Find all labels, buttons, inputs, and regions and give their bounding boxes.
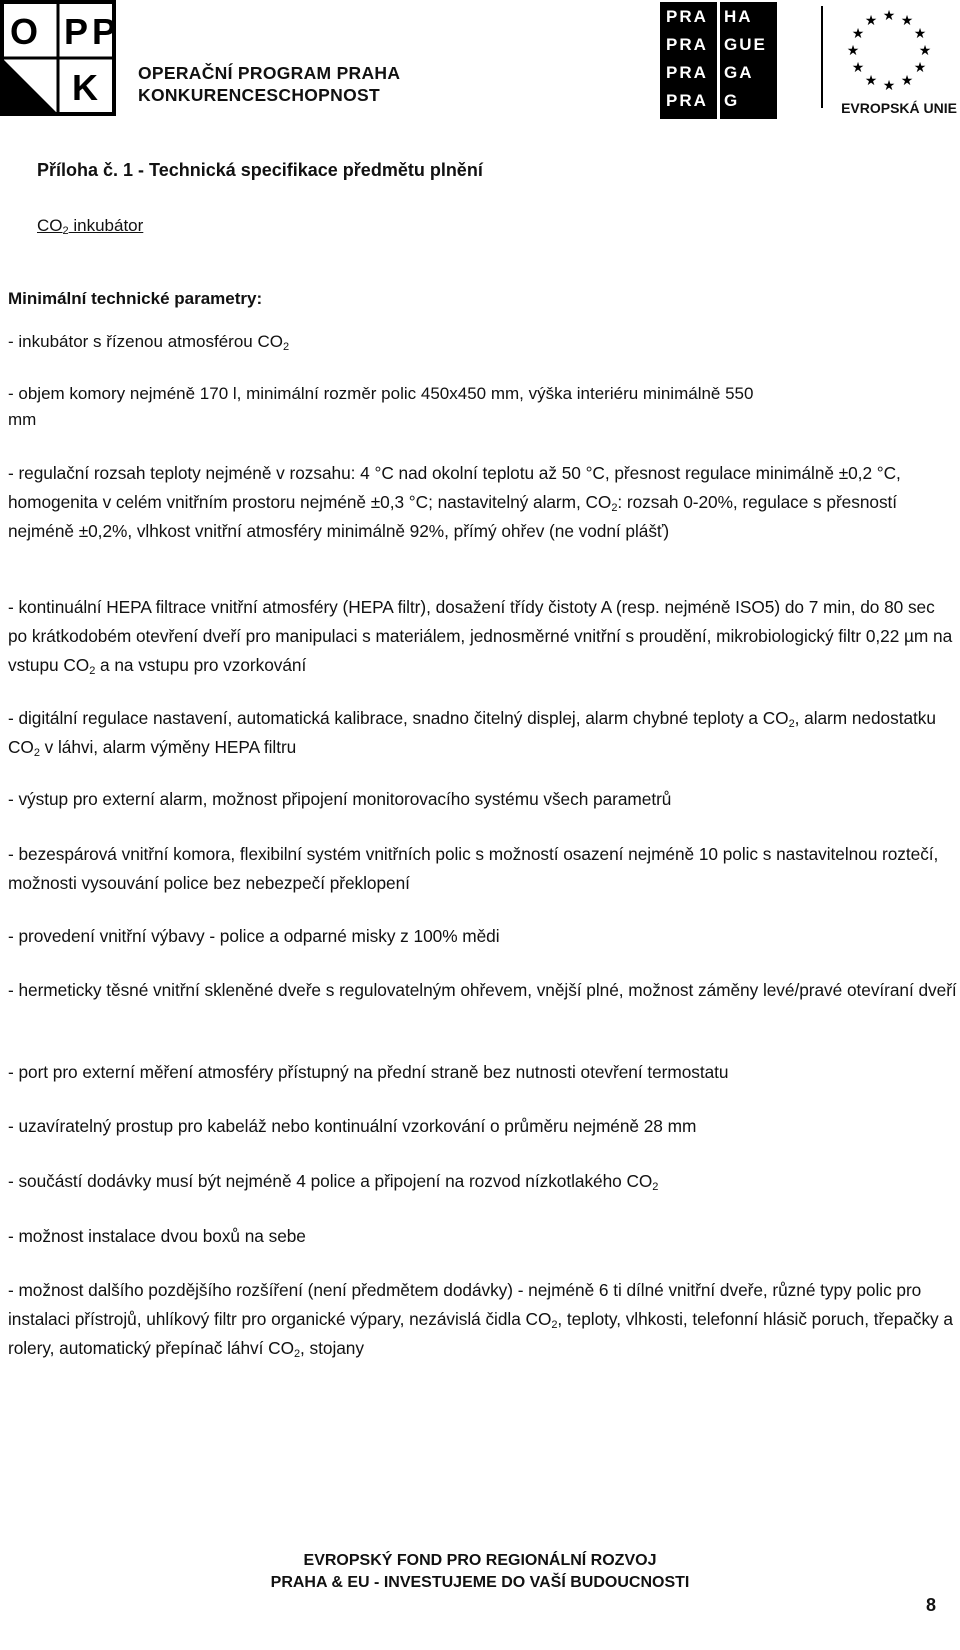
requirement-3-text-a: - regulační rozsah teploty nejméně v rozsahu: 4 °C nad okolní teplotu až 50 °C, přesnost regulace minimálně ±0,2 °C, homogenita v celém vnitřním prostoru nejméně ±0,3 °C; nastavitelný alarm, CO [8, 463, 901, 512]
oppk-program-name [138, 62, 400, 106]
requirement-4-text-a: - kontinuální HEPA filtrace vnitřní atmosféry (HEPA filtr), dosažení třídy čistoty A (resp. nejméně ISO5) do 7 min, do 80 sec po krátkodobém otevření dveří pro manipulaci s materiálem, jednosměrné vnitřní s proudění, mikrobiologický filtr 0,22 µm na vstupu CO [8, 597, 953, 675]
requirement-14-subscript-1: 2 [551, 1319, 558, 1331]
prague-row-3-right: GA [724, 63, 754, 82]
document-title: Příloha č. 1 - Technická specifikace předmětu plnění [37, 160, 483, 180]
requirement-1-text: - inkubátor s řízenou atmosférou CO [8, 332, 283, 351]
requirement-3 [8, 459, 958, 546]
prague-row-2-left: PRA [666, 35, 708, 54]
requirement-2 [8, 381, 958, 433]
svg-text:★: ★ [851, 26, 865, 42]
oppk-letter-k: K [72, 67, 98, 108]
requirement-6: - výstup pro externí alarm, možnost připojení monitorovacího systému všech parametrů [8, 789, 672, 809]
requirement-4-subscript: 2 [89, 665, 96, 677]
footer-line-2: PRAHA & EU - INVESTUJEME DO VAŠÍ BUDOUCNOSTI [270, 1574, 690, 1591]
svg-text:★: ★ [864, 73, 878, 89]
requirement-9: - hermeticky těsné vnitřní skleněné dveře s regulovatelným ohřevem, vnější plné, možnost záměny levé/pravé otevíraní dveří [8, 980, 957, 1000]
svg-text:★: ★ [846, 43, 860, 59]
requirement-4 [8, 593, 958, 680]
requirement-2-line-1: - objem komory nejméně 170 l, minimální rozměr polic 450x450 mm, výška interiéru minimálně 550 [8, 384, 754, 403]
eu-logo [815, 4, 955, 118]
requirement-14 [8, 1276, 958, 1363]
prague-row-3 [660, 60, 777, 88]
svg-text:★: ★ [882, 78, 896, 90]
oppk-letter-p1: P [64, 11, 89, 52]
requirement-14-text-a: - možnost dalšího pozdějšího rozšíření (není předmětem dodávky) - nejméně 6 ti dílné vnitřní dveře, různé typy polic pro instalaci přístrojů, uhlíkový filtr pro organické výpary, nezávislá čidla CO [8, 1280, 922, 1329]
document-subtitle [37, 216, 143, 236]
requirement-1 [8, 329, 958, 355]
svg-text:★: ★ [918, 43, 932, 59]
svg-text:★: ★ [900, 73, 914, 89]
svg-text:★: ★ [913, 26, 927, 42]
requirement-4-text-b: a na vstupu pro vzorkování [95, 655, 307, 675]
requirement-5-subscript-2: 2 [33, 747, 40, 759]
subtitle-subscript: 2 [62, 225, 69, 237]
prague-row-4 [660, 88, 777, 116]
prague-row-3-left: PRA [666, 63, 708, 82]
eu-label: EVROPSKÁ UNIE [841, 100, 957, 116]
prague-row-2 [660, 32, 777, 60]
footer-line-1: EVROPSKÝ FOND PRO REGIONÁLNÍ ROZVOJ [303, 1552, 657, 1569]
prague-row-2-right: GUE [724, 35, 767, 54]
requirement-8: - provedení vnitřní výbavy - police a odparné misky z 100% mědi [8, 926, 500, 946]
requirement-11: - uzavíratelný prostup pro kabeláž nebo kontinuální vzorkování o průměru nejméně 28 mm [8, 1116, 697, 1136]
requirement-13: - možnost instalace dvou boxů na sebe [8, 1226, 306, 1246]
section-heading: Minimální technické parametry: [8, 289, 263, 308]
requirement-14-text-b: , teploty, vlhkosti, telefonní hlásič poruch, třepačky a rolery, automatický přepínač láhví CO [8, 1309, 953, 1358]
oppk-line-2: KONKURENCESCHOPNOST [138, 85, 380, 105]
requirement-2-line-2: mm [8, 410, 37, 429]
requirement-5 [8, 704, 958, 762]
subtitle-rest: inkubátor [68, 216, 144, 235]
requirement-5-text-c: v láhvi, alarm výměny HEPA filtru [39, 737, 297, 757]
prague-row-1-right: HA [724, 7, 753, 26]
page-header [0, 0, 960, 120]
requirement-1-subscript: 2 [282, 341, 290, 353]
svg-text:★: ★ [864, 13, 878, 29]
svg-text:★: ★ [900, 13, 914, 29]
requirement-5-subscript-1: 2 [788, 718, 795, 730]
subtitle-co: CO [37, 216, 63, 235]
requirement-5-text-b: , alarm nedostatku CO [8, 708, 936, 757]
svg-text:★: ★ [882, 8, 896, 24]
oppk-letter-o: O [10, 11, 39, 52]
requirement-3-text-b: : rozsah 0-20%, regulace s přesností nejméně ±0,2%, vlhkost vnitřní atmosféry minimálně 92%, přímý ohřev (ne vodní plášť) [8, 492, 898, 541]
prague-row-4-right: G [724, 91, 740, 110]
requirement-3-subscript: 2 [611, 502, 618, 514]
requirement-12-subscript: 2 [652, 1181, 659, 1193]
requirement-10: - port pro externí měření atmosféry přístupný na přední straně bez nutnosti otevření termostatu [8, 1062, 729, 1082]
requirement-12 [8, 1167, 958, 1196]
eu-stars-icon [841, 6, 937, 90]
requirement-12-text: - součástí dodávky musí být nejméně 4 police a připojení na rozvod nízkotlakého CO [8, 1171, 653, 1191]
oppk-line-1: OPERAČNÍ PROGRAM PRAHA [138, 63, 401, 83]
oppk-logo [0, 0, 118, 120]
svg-text:★: ★ [851, 60, 865, 76]
svg-text:★: ★ [913, 60, 927, 76]
prague-logo [660, 2, 777, 119]
page-number: 8 [926, 1595, 937, 1615]
requirement-14-text-c: , stojany [300, 1338, 364, 1358]
oppk-letter-p2: P [92, 11, 117, 52]
prague-row-1-left: PRA [666, 7, 708, 26]
requirement-5-text-a: - digitální regulace nastavení, automatická kalibrace, snadno čitelný displej, alarm chybné teploty a CO [8, 708, 789, 728]
requirement-14-subscript-2: 2 [293, 1348, 301, 1360]
prague-row-1 [660, 4, 777, 32]
eu-logo-bar [821, 6, 823, 108]
prague-row-4-left: PRA [666, 91, 708, 110]
requirement-7: - bezespárová vnitřní komora, flexibilní systém vnitřních polic s možností osazení nejméně 10 polic s nastavitelnou roztečí, možnosti vysouvání police bez nebezpečí překlopení [8, 844, 939, 893]
